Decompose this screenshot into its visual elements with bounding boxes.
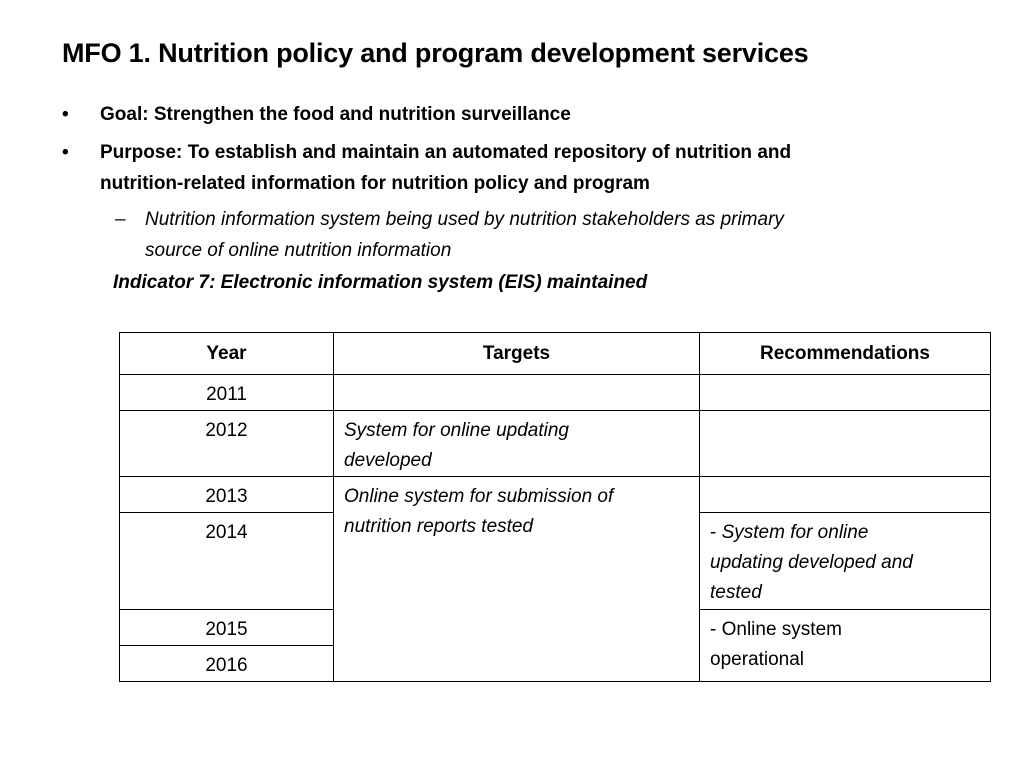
target-2013-line1: Online system for submission of <box>344 486 614 507</box>
goal-text: Goal: Strengthen the food and nutrition surveillance <box>100 104 571 125</box>
year-cell: 2011 <box>120 375 334 411</box>
target-cell <box>334 411 700 477</box>
year-cell: 2015 <box>120 610 334 646</box>
sub-bullet-line1: Nutrition information system being used by nutrition stakeholders as primary <box>145 209 784 230</box>
header-targets: Targets <box>334 333 700 375</box>
table-header-row <box>120 333 991 375</box>
rec-2015-line2: operational <box>710 649 805 670</box>
year-cell: 2016 <box>120 646 334 682</box>
target-2013-line2: nutrition reports tested <box>344 516 534 537</box>
rec-2015-line1: - Online system <box>710 619 842 640</box>
sub-bullet-marker: – <box>115 209 126 230</box>
rec-2014-line2: updating developed and <box>710 552 913 573</box>
year-cell: 2012 <box>120 411 334 477</box>
rec-2014-line3: tested <box>710 582 762 603</box>
targets-table <box>119 332 991 682</box>
recommendation-cell <box>700 513 991 610</box>
target-2012-line2: developed <box>344 450 432 471</box>
sub-bullet-line2: source of online nutrition information <box>145 240 452 261</box>
target-cell-merged <box>334 477 700 682</box>
rec-2014-line1: System for online <box>721 522 869 543</box>
recommendation-cell <box>700 477 991 513</box>
recommendation-cell <box>700 375 991 411</box>
header-recommendations: Recommendations <box>700 333 991 375</box>
purpose-text-line2: nutrition-related information for nutrition policy and program <box>100 173 650 194</box>
target-2012-line1: System for online updating <box>344 420 569 441</box>
year-cell: 2013 <box>120 477 334 513</box>
table-row <box>120 477 991 513</box>
year-cell: 2014 <box>120 513 334 610</box>
recommendation-cell-merged <box>700 610 991 682</box>
indicator-label: Indicator 7: Electronic information system (EIS) maintained <box>113 272 648 293</box>
header-year: Year <box>120 333 334 375</box>
table-row <box>120 411 991 477</box>
bullet-marker: • <box>62 142 69 163</box>
target-cell <box>334 375 700 411</box>
bullet-marker: • <box>62 104 69 125</box>
purpose-text-line1: Purpose: To establish and maintain an automated repository of nutrition and <box>100 142 792 163</box>
rec-2014-prefix: - <box>710 522 722 543</box>
table-row <box>120 375 991 411</box>
recommendation-cell <box>700 411 991 477</box>
slide-title: MFO 1. Nutrition policy and program development services <box>62 38 809 68</box>
